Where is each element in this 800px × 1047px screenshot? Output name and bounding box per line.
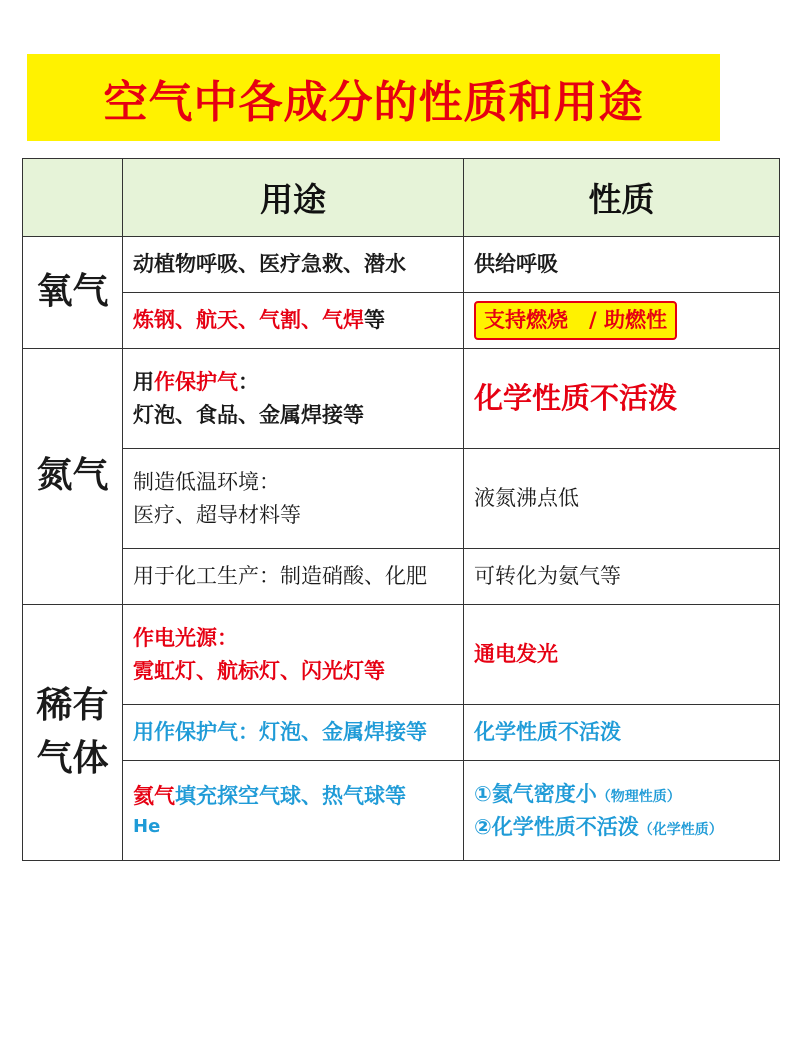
nitrogen-use-3: 用于化工生产：制造硝酸、化肥	[123, 549, 464, 605]
noble-use-3-line2: He	[133, 815, 161, 837]
noble-use-3	[123, 761, 464, 861]
header-use: 用途	[123, 159, 464, 237]
noble-row-1	[23, 605, 780, 705]
header-property: 性质	[464, 159, 780, 237]
properties-table	[22, 158, 780, 861]
nitrogen-row-1	[23, 349, 780, 449]
noble-use-1-line1: 作电光源：	[133, 625, 238, 650]
nitrogen-use-1-line2: 灯泡、食品、金属焊接等	[133, 402, 364, 427]
nitrogen-use-1-line1	[133, 366, 453, 399]
oxygen-use-2-suffix: 等	[364, 308, 385, 333]
nitrogen-row-2	[23, 449, 780, 549]
nitrogen-property-1	[464, 349, 780, 449]
noble-property-2: 化学性质不活泼	[464, 705, 780, 761]
gas-oxygen: 氧气	[23, 237, 123, 349]
oxygen-use-2-main: 炼钢、航天、气割、气焊	[133, 308, 364, 333]
nitrogen-use-1-prefix: 用	[133, 369, 154, 394]
noble-row-2	[23, 705, 780, 761]
nitrogen-use-1	[123, 349, 464, 449]
nitrogen-row-3	[23, 549, 780, 605]
noble-property-3-main1: ①氦气密度小	[474, 781, 597, 806]
noble-row-3	[23, 761, 780, 861]
header-row	[23, 159, 780, 237]
nitrogen-use-2	[123, 449, 464, 549]
noble-property-1: 通电发光	[464, 605, 780, 705]
gas-nitrogen: 氮气	[23, 349, 123, 605]
highlight-combustion: 支持燃烧 / 助燃性	[474, 301, 677, 340]
nitrogen-property-3: 可转化为氨气等	[464, 549, 780, 605]
noble-property-3-note2: （化学性质）	[638, 821, 723, 838]
oxygen-property-1: 供给呼吸	[464, 237, 780, 293]
nitrogen-use-1-colon: ：	[238, 369, 259, 394]
noble-property-3-line2	[474, 811, 769, 844]
oxygen-use-1: 动植物呼吸、医疗急救、潜水	[123, 237, 464, 293]
gas-noble-line2: 气体	[36, 737, 109, 779]
noble-property-3	[464, 761, 780, 861]
nitrogen-use-2-line1: 制造低温环境：	[133, 469, 280, 494]
oxygen-use-2	[123, 293, 464, 349]
noble-use-2: 用作保护气：灯泡、金属焊接等	[123, 705, 464, 761]
title-banner	[27, 54, 720, 141]
oxygen-property-2	[464, 293, 780, 349]
nitrogen-use-1-main: 作保护气	[154, 369, 238, 394]
gas-noble-line1: 稀有	[36, 685, 109, 727]
nitrogen-property-1-text: 化学性质不活泼	[474, 381, 678, 416]
noble-use-1	[123, 605, 464, 705]
noble-use-3-blue: 填充探空气球、热气球等	[175, 784, 406, 809]
oxygen-row-2	[23, 293, 780, 349]
noble-use-1-line2: 霓虹灯、航标灯、闪光灯等	[133, 658, 385, 683]
noble-use-3-red: 氦气	[133, 784, 175, 809]
gas-noble	[23, 605, 123, 861]
noble-property-3-main2: ②化学性质不活泼	[474, 814, 639, 839]
nitrogen-property-2: 液氮沸点低	[464, 449, 780, 549]
header-empty	[23, 159, 123, 237]
nitrogen-use-2-line2: 医疗、超导材料等	[133, 502, 301, 527]
noble-use-3-line1	[133, 780, 453, 813]
noble-property-3-line1	[474, 778, 769, 811]
oxygen-row-1	[23, 237, 780, 293]
page-title: 空气中各成分的性质和用途	[103, 76, 644, 128]
noble-property-3-note1: （物理性质）	[596, 788, 681, 805]
